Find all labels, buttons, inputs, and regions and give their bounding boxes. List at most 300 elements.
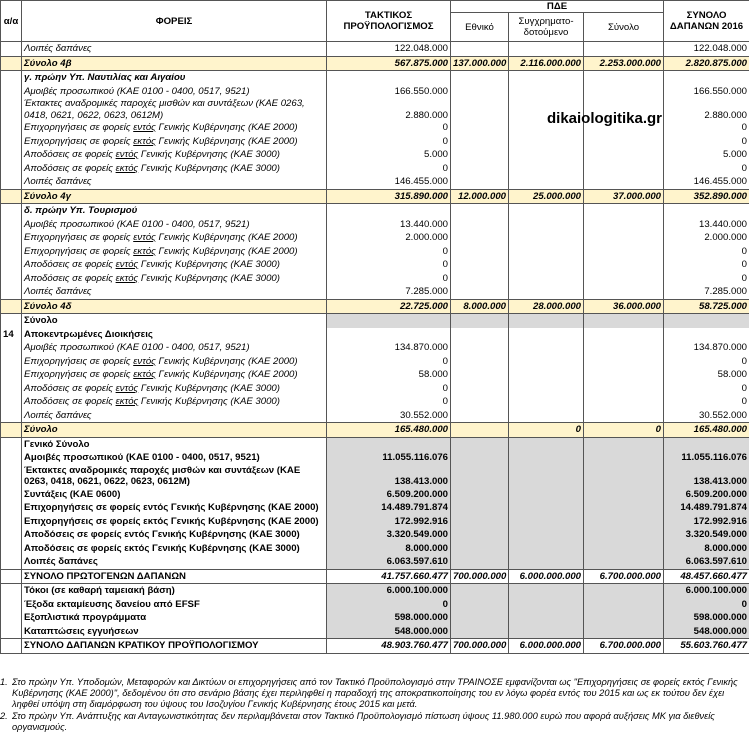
table-cell-value: 7.285.000 (664, 285, 749, 299)
table-cell: Επιχορηγήσεις σε φορείς εκτός Γενικής Κυβέρνησης (ΚΑΕ 2000) (22, 135, 327, 149)
table-row (1, 231, 749, 245)
table-cell (584, 451, 664, 465)
table-cell (584, 488, 664, 502)
header-synolo: Σύνολο (584, 13, 664, 42)
table-cell (451, 162, 509, 176)
table-cell (584, 204, 664, 218)
table-cell (1, 542, 22, 556)
table-cell (584, 501, 664, 515)
table-cell (509, 285, 584, 299)
table-cell (1, 501, 22, 515)
table-cell (584, 258, 664, 272)
table-cell-value: 172.992.916 (327, 515, 451, 529)
table-cell-value: 146.455.000 (327, 175, 451, 189)
table-cell: Επιχορηγήσεις σε φορείς εντός Γενικής Κυβέρνησης (ΚΑΕ 2000) (22, 355, 327, 369)
table-cell-value: 146.455.000 (664, 175, 749, 189)
table-cell (1, 515, 22, 529)
table-cell: Επιχορηγήσεις σε φορείς εκτός Γενικής Κυβέρνησης (ΚΑΕ 2000) (22, 245, 327, 259)
table-cell: Επιχορηγήσεις σε φορείς εκτός Γενικής Κυβέρνησης (ΚΑΕ 2000) (22, 515, 327, 529)
table-cell (509, 245, 584, 259)
table-cell: Λοιπές δαπάνες (22, 175, 327, 189)
table-cell (509, 71, 584, 85)
table-cell-value: 2.000.000 (664, 231, 749, 245)
table-cell: Σύνολο 4δ (22, 299, 327, 314)
table-cell (1, 555, 22, 569)
table-cell (509, 341, 584, 355)
table-cell (451, 395, 509, 409)
table-cell-value: 22.725.000 (327, 299, 451, 314)
table-row (1, 598, 749, 612)
table-cell (584, 71, 664, 85)
table-cell-value: 48.903.760.477 (327, 639, 451, 654)
table-cell-value: 6.700.000.000 (584, 639, 664, 654)
table-cell (451, 175, 509, 189)
table-cell: Αποδόσεις σε φορείς εκτός Γενικής Κυβέρνησης (ΚΑΕ 3000) (22, 395, 327, 409)
table-cell (327, 314, 451, 328)
table-cell (1, 409, 22, 423)
table-cell (1, 341, 22, 355)
table-cell (1, 314, 22, 328)
table-cell (451, 598, 509, 612)
table-cell (509, 395, 584, 409)
table-row (1, 218, 749, 232)
table-cell: Αμοιβές προσωπικού (ΚΑΕ 0100 - 0400, 0517, 9521) (22, 218, 327, 232)
table-cell-value: 352.890.000 (664, 189, 749, 204)
table-cell: Λοιπές δαπάνες (22, 409, 327, 423)
table-cell: δ. πρώην Υπ. Τουρισμού (22, 204, 327, 218)
table-cell (509, 515, 584, 529)
footnotes (0, 677, 749, 733)
table-cell (509, 135, 584, 149)
table-cell (584, 285, 664, 299)
table-cell (509, 528, 584, 542)
table-row (1, 501, 749, 515)
table-cell (584, 314, 664, 328)
table-cell-value: 122.048.000 (327, 42, 451, 57)
table-cell-value: 5.000 (664, 148, 749, 162)
section-heading-row (1, 71, 749, 85)
table-cell (451, 501, 509, 515)
table-cell (584, 382, 664, 396)
table-cell (451, 42, 509, 57)
table-cell-value: 8.000.000 (664, 542, 749, 556)
table-cell: Αποδόσεις σε φορείς εκτός Γενικής Κυβέρνησης (ΚΑΕ 3000) (22, 162, 327, 176)
table-cell (584, 245, 664, 259)
table-cell-value: 58.000 (327, 368, 451, 382)
table-cell: Έκτακτες αναδρομικές παροχές μισθών και συντάξεων (ΚΑΕ 0263, 0418, 0621, 0622, 0623, 0612Μ) (22, 465, 327, 488)
table-cell (584, 148, 664, 162)
table-cell-value: 30.552.000 (327, 409, 451, 423)
subtotal-row (1, 299, 749, 314)
table-cell (584, 611, 664, 625)
table-cell (509, 437, 584, 451)
table-cell-value: 0 (664, 121, 749, 135)
table-cell (584, 355, 664, 369)
table-cell (664, 437, 749, 451)
table-cell: Αποδόσεις σε φορείς εντός Γενικής Κυβέρνησης (ΚΑΕ 3000) (22, 528, 327, 542)
table-cell (451, 465, 509, 488)
table-cell (584, 272, 664, 286)
table-row (1, 175, 749, 189)
table-cell (584, 598, 664, 612)
table-cell (1, 231, 22, 245)
table-cell-value: 165.480.000 (664, 423, 749, 438)
table-cell (1, 175, 22, 189)
table-cell (1, 135, 22, 149)
table-cell: Αποδόσεις σε φορείς εκτός Γενικής Κυβέρνησης (ΚΑΕ 3000) (22, 272, 327, 286)
table-cell-value: 6.700.000.000 (584, 569, 664, 584)
table-cell-value: 0 (584, 423, 664, 438)
header-sygxrimatodotoumeno: Συγχρηματο- δοτούμενο (509, 13, 584, 42)
table-cell (509, 148, 584, 162)
table-cell (509, 542, 584, 556)
table-cell (451, 218, 509, 232)
table-cell-value: 2.253.000.000 (584, 56, 664, 71)
table-cell (509, 204, 584, 218)
table-cell (1, 355, 22, 369)
table-cell-value: 700.000.000 (451, 569, 509, 584)
table-cell (1, 639, 22, 654)
table-cell (451, 542, 509, 556)
table-cell: Σύνολο 4β (22, 56, 327, 71)
table-cell-value: 2.820.875.000 (664, 56, 749, 71)
table-cell-value: 6.000.100.000 (327, 584, 451, 598)
table-cell (451, 423, 509, 438)
table-cell (584, 395, 664, 409)
table-cell (584, 162, 664, 176)
table-cell (1, 488, 22, 502)
table-row (1, 555, 749, 569)
table-cell (509, 625, 584, 639)
table-cell (509, 598, 584, 612)
table-cell-value: 8.000.000 (451, 299, 509, 314)
table-cell: Αμοιβές προσωπικού (ΚΑΕ 0100 - 0400, 0517, 9521) (22, 451, 327, 465)
table-cell (1, 465, 22, 488)
table-cell (509, 382, 584, 396)
header-taktikos: ΤΑΚΤΙΚΟΣ ΠΡΟΫΠΟΛΟΓΙΣΜΟΣ (327, 1, 451, 42)
table-cell (1, 285, 22, 299)
table-cell-value: 122.048.000 (664, 42, 749, 57)
table-cell-value: 0 (664, 395, 749, 409)
table-cell-value: 2.880.000 (327, 98, 451, 121)
table-cell-value: 0 (327, 272, 451, 286)
table-cell: Σύνολο (22, 423, 327, 438)
table-cell (509, 85, 584, 99)
table-cell (584, 515, 664, 529)
table-cell-value: 165.480.000 (327, 423, 451, 438)
table-cell (451, 584, 509, 598)
table-cell-value: 25.000.000 (509, 189, 584, 204)
table-cell (584, 328, 664, 342)
table-cell-value: 36.000.000 (584, 299, 664, 314)
grand-total-row (1, 639, 749, 654)
table-cell (584, 341, 664, 355)
table-cell (584, 175, 664, 189)
table-cell-value: 2.000.000 (327, 231, 451, 245)
table-cell-value: 13.440.000 (664, 218, 749, 232)
table-cell-value: 11.055.116.076 (327, 451, 451, 465)
table-cell (584, 555, 664, 569)
table-row (1, 368, 749, 382)
table-cell (1, 528, 22, 542)
table-cell-value: 166.550.000 (664, 85, 749, 99)
subtotal-row (1, 56, 749, 71)
table-cell-value: 6.063.597.610 (664, 555, 749, 569)
table-cell: Λοιπές δαπάνες (22, 42, 327, 57)
table-cell-value: 3.320.549.000 (327, 528, 451, 542)
table-cell (451, 245, 509, 259)
table-cell (509, 314, 584, 328)
table-cell-value: 14.489.791.874 (664, 501, 749, 515)
table-cell (509, 231, 584, 245)
table-cell-value: 598.000.000 (664, 611, 749, 625)
table-cell-value: 134.870.000 (664, 341, 749, 355)
table-cell (664, 71, 749, 85)
table-cell-value: 41.757.660.477 (327, 569, 451, 584)
table-cell (1, 423, 22, 438)
table-cell (451, 231, 509, 245)
table-cell (664, 314, 749, 328)
table-cell-value: 172.992.916 (664, 515, 749, 529)
table-cell: Σύνολο (22, 314, 327, 328)
table-cell (664, 328, 749, 342)
table-cell (1, 258, 22, 272)
table-row (1, 465, 749, 488)
table-cell: Επιχορηγήσεις σε φορείς εντός Γενικής Κυβέρνησης (ΚΑΕ 2000) (22, 501, 327, 515)
table-cell: Αποδόσεις σε φορείς εκτός Γενικής Κυβέρνησης (ΚΑΕ 3000) (22, 542, 327, 556)
table-cell: Αμοιβές προσωπικού (ΚΑΕ 0100 - 0400, 0517, 9521) (22, 341, 327, 355)
table-cell: Λοιπές δαπάνες (22, 555, 327, 569)
table-cell-value: 58.725.000 (664, 299, 749, 314)
table-cell (1, 625, 22, 639)
subtotal-row (1, 423, 749, 438)
table-cell (1, 451, 22, 465)
table-cell (509, 465, 584, 488)
table-row (1, 135, 749, 149)
table-cell-value: 137.000.000 (451, 56, 509, 71)
footnote: 2. Στο πρώην Υπ. Ανάπτυξης και Ανταγωνιστικότητας δεν περιλαμβάνεται στον Τακτικό Προϋπολογισμό πίστωση ύψους 11.980.000 ευρώ που αφορά αυξήσεις ΜΚ για διεθνείς οργανισμούς. (0, 710, 715, 732)
header-aa: α/α (1, 1, 22, 42)
table-cell (451, 148, 509, 162)
table-cell (509, 584, 584, 598)
table-row (1, 148, 749, 162)
table-row (1, 258, 749, 272)
table-cell (1, 611, 22, 625)
table-cell (451, 314, 509, 328)
table-cell (584, 465, 664, 488)
table-cell-value: 548.000.000 (664, 625, 749, 639)
table-cell-value: 37.000.000 (584, 189, 664, 204)
table-cell (451, 121, 509, 135)
table-cell (584, 368, 664, 382)
table-cell: Γενικό Σύνολο (22, 437, 327, 451)
table-row (1, 272, 749, 286)
table-cell-value: 28.000.000 (509, 299, 584, 314)
table-cell-value: 6.000.100.000 (664, 584, 749, 598)
table-cell (509, 162, 584, 176)
table-cell-value: 8.000.000 (327, 542, 451, 556)
table-cell-value: 6.509.200.000 (664, 488, 749, 502)
table-cell (1, 598, 22, 612)
table-cell-value: 0 (664, 258, 749, 272)
table-cell (327, 328, 451, 342)
table-cell (509, 501, 584, 515)
table-cell: Αποδόσεις σε φορείς εντός Γενικής Κυβέρνησης (ΚΑΕ 3000) (22, 382, 327, 396)
table-cell (327, 437, 451, 451)
table-cell (509, 451, 584, 465)
table-cell (451, 437, 509, 451)
table-cell (509, 42, 584, 57)
table-cell (451, 528, 509, 542)
table-cell (1, 368, 22, 382)
table-cell: Καταπτώσεις εγγυήσεων (22, 625, 327, 639)
table-cell: Επιχορηγήσεις σε φορείς εκτός Γενικής Κυβέρνησης (ΚΑΕ 2000) (22, 368, 327, 382)
table-cell (1, 148, 22, 162)
table-cell (451, 85, 509, 99)
table-cell (1, 71, 22, 85)
header-dapanes: ΣΥΝΟΛΟ ΔΑΠΑΝΩΝ 2016 (664, 1, 749, 42)
table-cell: Αμοιβές προσωπικού (ΚΑΕ 0100 - 0400, 0517, 9521) (22, 85, 327, 99)
table-cell (509, 328, 584, 342)
table-cell-value: 0 (327, 382, 451, 396)
table-row (1, 451, 749, 465)
table-cell-value: 0 (509, 423, 584, 438)
table-cell (451, 98, 509, 121)
table-cell-value: 0 (664, 162, 749, 176)
table-cell-value: 5.000 (327, 148, 451, 162)
table-cell-value: 0 (664, 272, 749, 286)
total-row (1, 569, 749, 584)
table-row (1, 409, 749, 423)
table-cell-value: 58.000 (664, 368, 749, 382)
table-cell-value: 138.413.000 (327, 465, 451, 488)
table-cell (509, 611, 584, 625)
table-row (1, 515, 749, 529)
table-cell (451, 611, 509, 625)
table-cell (451, 555, 509, 569)
table-row (1, 341, 749, 355)
table-cell (1, 121, 22, 135)
table-cell-value: 12.000.000 (451, 189, 509, 204)
table-cell (584, 42, 664, 57)
table-cell-value: 48.457.660.477 (664, 569, 749, 584)
table-cell (451, 135, 509, 149)
table-cell (451, 272, 509, 286)
table-cell (451, 341, 509, 355)
table-cell (1, 299, 22, 314)
table-cell (509, 258, 584, 272)
table-cell-value: 0 (327, 355, 451, 369)
table-cell-value: 3.320.549.000 (664, 528, 749, 542)
table-cell (664, 204, 749, 218)
table-cell-value: 2.116.000.000 (509, 56, 584, 71)
table-cell-value: 0 (664, 245, 749, 259)
table-cell: Σύνολο 4γ (22, 189, 327, 204)
table-row (1, 245, 749, 259)
table-cell-value: 6.000.000.000 (509, 569, 584, 584)
table-cell: Αποδόσεις σε φορείς εντός Γενικής Κυβέρνησης (ΚΑΕ 3000) (22, 258, 327, 272)
table-row (1, 488, 749, 502)
table-cell-value: 138.413.000 (664, 465, 749, 488)
table-cell-value: 315.890.000 (327, 189, 451, 204)
table-cell (509, 555, 584, 569)
table-row (1, 625, 749, 639)
table-row (1, 285, 749, 299)
subtotal-row (1, 189, 749, 204)
table-row (1, 611, 749, 625)
table-row (1, 355, 749, 369)
table-cell: ΣΥΝΟΛΟ ΔΑΠΑΝΩΝ ΚΡΑΤΙΚΟΥ ΠΡΟΫΠΟΛΟΓΙΣΜΟΥ (22, 639, 327, 654)
table-cell (509, 175, 584, 189)
table-cell: γ. πρώην Υπ. Ναυτιλίας και Αιγαίου (22, 71, 327, 85)
table-cell (1, 382, 22, 396)
table-cell-value: 0 (664, 598, 749, 612)
table-cell (451, 382, 509, 396)
table-row (1, 528, 749, 542)
table-cell (451, 71, 509, 85)
table-cell (584, 85, 664, 99)
header-ethniko: Εθνικό (451, 13, 509, 42)
table-cell-value: 548.000.000 (327, 625, 451, 639)
section-heading-row (1, 204, 749, 218)
table-cell-value: 598.000.000 (327, 611, 451, 625)
table-cell (451, 258, 509, 272)
table-cell-value: 55.603.760.477 (664, 639, 749, 654)
table-cell (584, 135, 664, 149)
table-cell (509, 488, 584, 502)
table-row (1, 85, 749, 99)
table-cell (451, 285, 509, 299)
table-cell (451, 451, 509, 465)
table-cell-value: 0 (327, 121, 451, 135)
table-cell (451, 368, 509, 382)
table-row (1, 542, 749, 556)
table-cell (509, 409, 584, 423)
table-row (1, 382, 749, 396)
table-cell (509, 272, 584, 286)
table-cell-value: 0 (664, 355, 749, 369)
table-cell (1, 42, 22, 57)
table-cell (451, 625, 509, 639)
table-cell-value: 0 (327, 258, 451, 272)
table-cell-value: 0 (327, 162, 451, 176)
table-cell-value: 6.509.200.000 (327, 488, 451, 502)
table-cell (451, 515, 509, 529)
table-cell-value: 700.000.000 (451, 639, 509, 654)
table-cell: Αποδόσεις σε φορείς εντός Γενικής Κυβέρνησης (ΚΑΕ 3000) (22, 148, 327, 162)
table-cell-value: 134.870.000 (327, 341, 451, 355)
table-cell (584, 218, 664, 232)
table-cell-value: 30.552.000 (664, 409, 749, 423)
table-cell-value: 0 (327, 135, 451, 149)
table-cell-value: 567.875.000 (327, 56, 451, 71)
header-row (1, 1, 749, 13)
table-cell (509, 368, 584, 382)
table-cell-value: 0 (327, 245, 451, 259)
table-cell (584, 625, 664, 639)
table-row (1, 42, 749, 57)
table-cell (327, 204, 451, 218)
table-cell (1, 395, 22, 409)
table-cell-value: 0 (664, 382, 749, 396)
table-cell (1, 56, 22, 71)
table-cell (1, 584, 22, 598)
section-heading-row (1, 328, 749, 342)
table-cell: Εξοπλιστικά προγράμματα (22, 611, 327, 625)
table-cell: 14 (1, 328, 22, 342)
section-heading-row (1, 314, 749, 328)
table-cell-value: 13.440.000 (327, 218, 451, 232)
